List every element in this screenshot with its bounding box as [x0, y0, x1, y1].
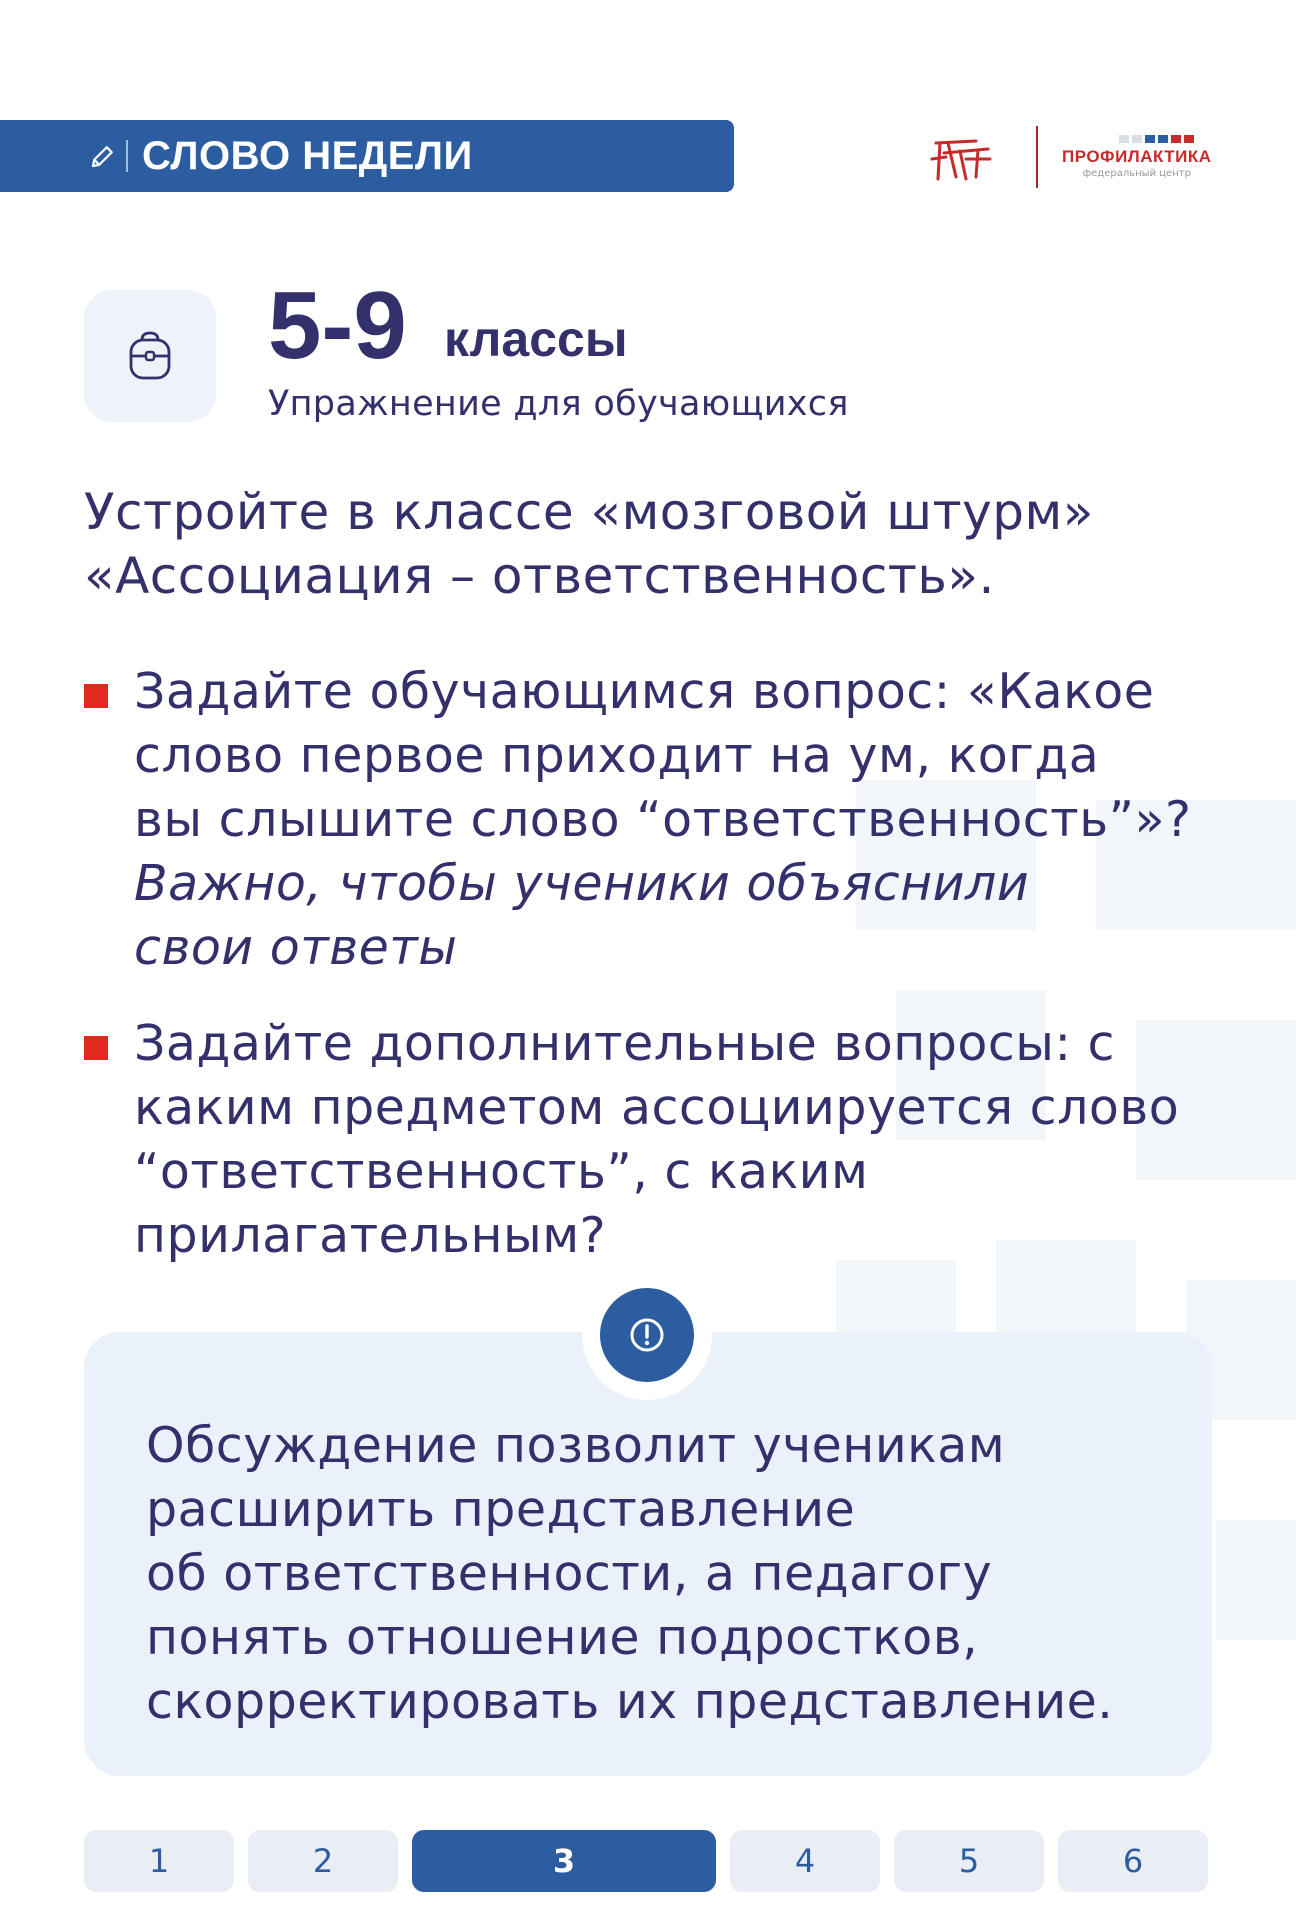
brand-subtitle: федеральный центр: [1082, 168, 1191, 179]
page-button-6[interactable]: 6: [1058, 1830, 1208, 1892]
brand-name: ПРОФИЛАКТИКА: [1062, 147, 1212, 166]
page-button-2[interactable]: 2: [248, 1830, 398, 1892]
intro-text: [84, 480, 1234, 608]
header-separator: [126, 140, 128, 172]
callout-icon-circle: [600, 1288, 694, 1382]
callout-line: скорректировать их представление.: [146, 1673, 1114, 1730]
bullet-marker: [84, 684, 108, 708]
callout-line: об ответственности, а педагогу: [146, 1545, 993, 1602]
bullet-text: [134, 1012, 1254, 1268]
bullet-line: Задайте дополнительные вопросы: с: [134, 1015, 1115, 1072]
callout-line: расширить представление: [146, 1481, 856, 1538]
chair-logo-icon: [930, 129, 996, 185]
intro-line: Устройте в классе «мозговой штурм»: [84, 483, 1094, 541]
logo-separator: [1036, 126, 1038, 188]
header-bar: [0, 120, 734, 192]
brand-logo: [1062, 135, 1212, 179]
callout-text: [146, 1414, 1166, 1734]
grade-subtitle: Упражнение для обучающихся: [268, 384, 849, 424]
grade-word: классы: [444, 311, 628, 367]
logos: [930, 124, 1212, 190]
grade-icon-box: [84, 290, 216, 422]
page-button-3-active[interactable]: 3: [412, 1830, 716, 1892]
info-icon: [627, 1315, 667, 1355]
header-title: СЛОВО НЕДЕЛИ: [142, 133, 473, 178]
callout-line: понять отношение подростков,: [146, 1609, 979, 1666]
page-button-4[interactable]: 4: [730, 1830, 880, 1892]
intro-line: «Ассоциация – ответственность».: [84, 547, 995, 605]
bullet-line: слово первое приходит на ум, когда: [134, 727, 1100, 784]
backpack-icon: [126, 330, 174, 382]
callout-line: Обсуждение позволит ученикам: [146, 1417, 1006, 1474]
pencil-icon: [88, 141, 118, 171]
pager: [84, 1830, 1208, 1892]
bullet-text: [134, 660, 1254, 980]
bullet-line: каким предметом ассоциируется слово: [134, 1079, 1180, 1136]
bullet-line: вы слышите слово “ответственность”»?: [134, 791, 1192, 848]
flag-bar: [1119, 135, 1194, 143]
bullet-line: “ответственность”, с каким: [134, 1143, 869, 1200]
page-button-1[interactable]: 1: [84, 1830, 234, 1892]
page-button-5[interactable]: 5: [894, 1830, 1044, 1892]
bullet-line: прилагательным?: [134, 1207, 607, 1264]
bullet-line: Задайте обучающимся вопрос: «Какое: [134, 663, 1155, 720]
grade-number: 5-9: [268, 272, 407, 379]
bullet-marker: [84, 1036, 108, 1060]
bullet-note: Важно, чтобы ученики объяснили: [134, 855, 1030, 912]
bullet-note: свои ответы: [134, 919, 458, 976]
callout-icon-ring: [582, 1270, 712, 1400]
